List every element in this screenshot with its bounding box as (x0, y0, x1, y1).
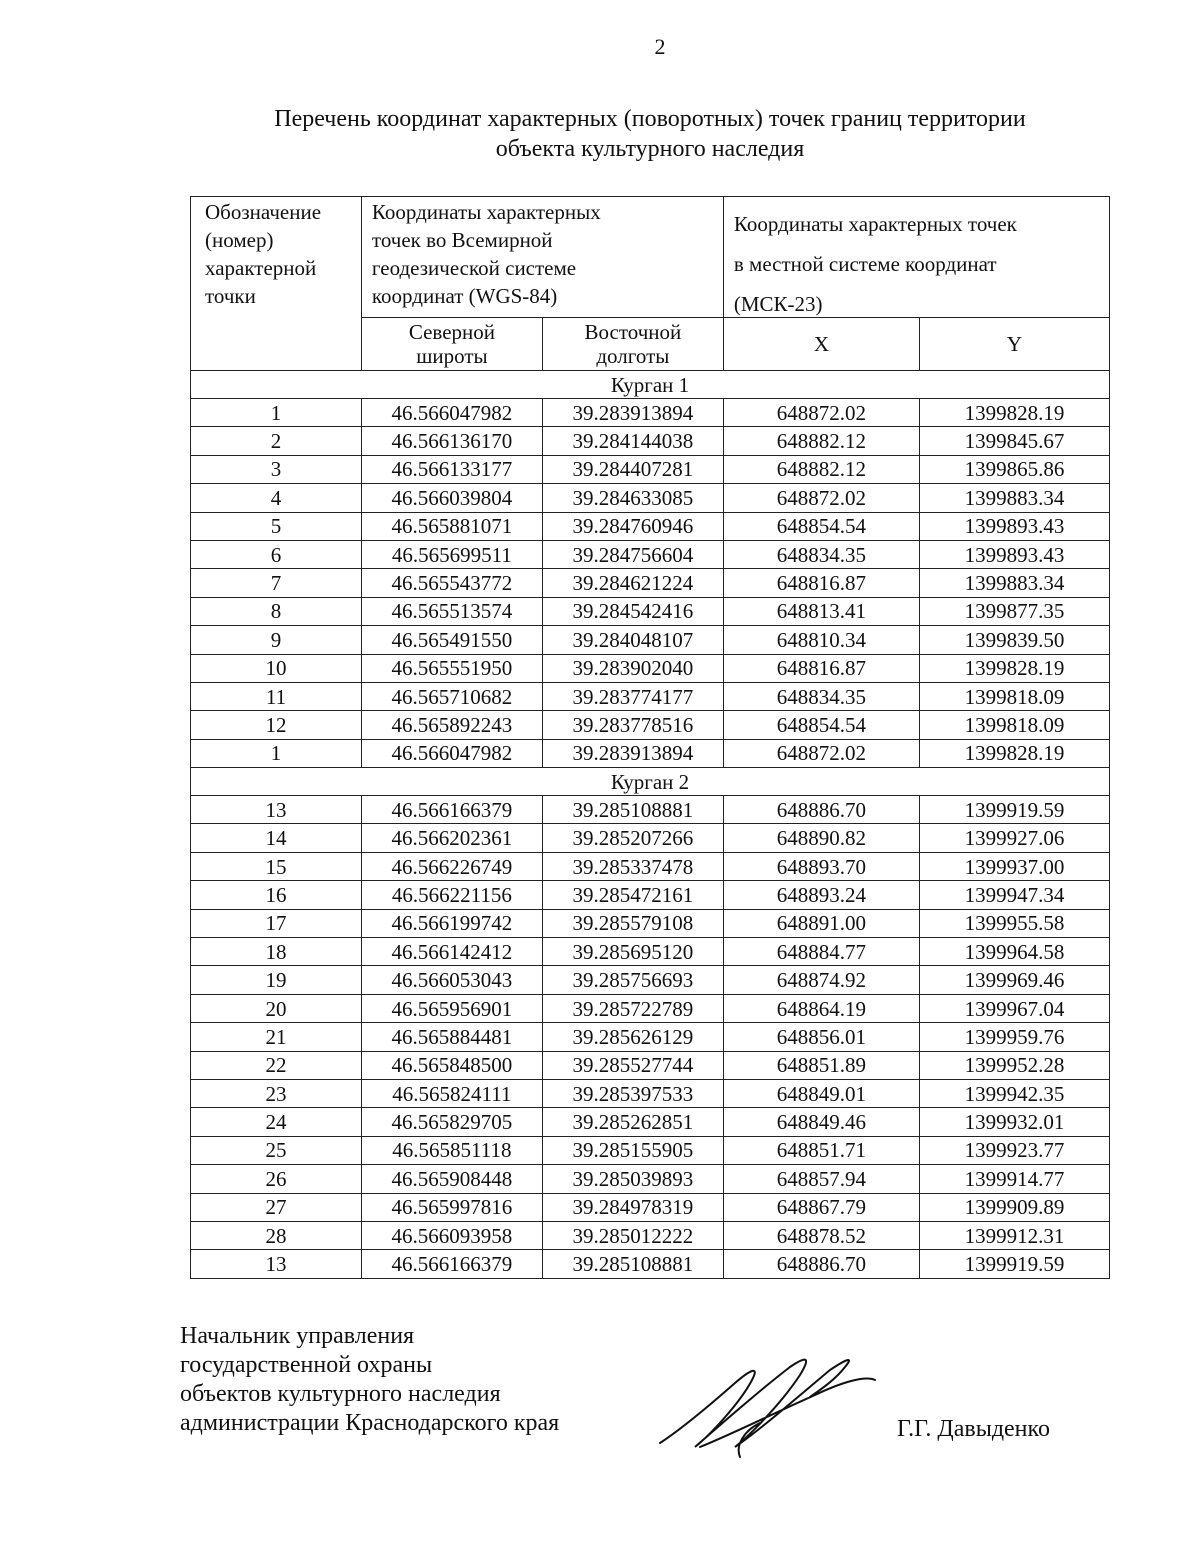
latitude-cell: 46.565908448 (361, 1165, 542, 1193)
point-number-cell: 5 (191, 512, 362, 540)
latitude-cell: 46.565884481 (361, 1023, 542, 1051)
point-number-cell: 8 (191, 597, 362, 625)
signatory-position: Начальник управления государственной охраны объектов культурного наследия администрации Краснодарского края (180, 1323, 560, 1436)
longitude-cell: 39.283774177 (542, 682, 723, 710)
x-cell: 648872.02 (723, 399, 919, 427)
document-title (150, 104, 1150, 164)
y-cell: 1399969.46 (919, 966, 1109, 994)
x-cell: 648893.24 (723, 881, 919, 909)
signer-name: Г.Г. Давыденко (897, 1416, 1050, 1442)
x-cell: 648856.01 (723, 1023, 919, 1051)
x-cell: 648882.12 (723, 455, 919, 483)
latitude-cell: 46.566136170 (361, 427, 542, 455)
title-line-1: Перечень координат характерных (поворотных) точек границ территории (274, 106, 1026, 132)
section-title: Курган 2 (191, 768, 1110, 796)
y-cell: 1399923.77 (919, 1136, 1109, 1164)
table-row (191, 909, 1110, 937)
y-cell: 1399828.19 (919, 399, 1109, 427)
point-number-cell: 16 (191, 881, 362, 909)
x-cell: 648834.35 (723, 682, 919, 710)
x-cell: 648886.70 (723, 796, 919, 824)
longitude-cell: 39.285207266 (542, 824, 723, 852)
section-title: Курган 1 (191, 371, 1110, 399)
latitude-cell: 46.566047982 (361, 399, 542, 427)
longitude-cell: 39.285012222 (542, 1221, 723, 1249)
longitude-cell: 39.284633085 (542, 484, 723, 512)
table-row (191, 597, 1110, 625)
x-cell: 648890.82 (723, 824, 919, 852)
longitude-cell: 39.285108881 (542, 796, 723, 824)
y-cell: 1399883.34 (919, 569, 1109, 597)
latitude-cell: 46.565699511 (361, 540, 542, 568)
table-row (191, 1108, 1110, 1136)
point-number-cell: 3 (191, 455, 362, 483)
y-cell: 1399919.59 (919, 796, 1109, 824)
y-cell: 1399893.43 (919, 540, 1109, 568)
longitude-cell: 39.284407281 (542, 455, 723, 483)
table-row (191, 654, 1110, 682)
point-number-cell: 13 (191, 796, 362, 824)
page-number: 2 (654, 34, 666, 59)
latitude-cell: 46.566142412 (361, 938, 542, 966)
y-cell: 1399952.28 (919, 1051, 1109, 1079)
y-cell: 1399914.77 (919, 1165, 1109, 1193)
x-cell: 648874.92 (723, 966, 919, 994)
point-number-cell: 2 (191, 427, 362, 455)
latitude-cell: 46.565997816 (361, 1193, 542, 1221)
y-cell: 1399927.06 (919, 824, 1109, 852)
point-number-cell: 6 (191, 540, 362, 568)
point-number-cell: 25 (191, 1136, 362, 1164)
longitude-cell: 39.285262851 (542, 1108, 723, 1136)
latitude-cell: 46.566166379 (361, 1250, 542, 1278)
longitude-cell: 39.285527744 (542, 1051, 723, 1079)
point-number-cell: 1 (191, 739, 362, 767)
longitude-cell: 39.285108881 (542, 1250, 723, 1278)
x-cell: 648882.12 (723, 427, 919, 455)
x-cell: 648810.34 (723, 626, 919, 654)
longitude-cell: 39.283902040 (542, 654, 723, 682)
handwritten-signature (640, 1335, 880, 1475)
longitude-cell: 39.285397533 (542, 1079, 723, 1107)
header-latitude: Северной широты (361, 318, 542, 371)
x-cell: 648854.54 (723, 512, 919, 540)
table-row (191, 484, 1110, 512)
y-cell: 1399839.50 (919, 626, 1109, 654)
x-cell: 648854.54 (723, 711, 919, 739)
x-cell: 648857.94 (723, 1165, 919, 1193)
table-row (191, 1079, 1110, 1107)
header-x: X (723, 318, 919, 371)
table-row (191, 824, 1110, 852)
table-row (191, 399, 1110, 427)
point-number-cell: 13 (191, 1250, 362, 1278)
title-line-2: объекта культурного наследия (495, 136, 805, 162)
latitude-cell: 46.565881071 (361, 512, 542, 540)
point-number-cell: 10 (191, 654, 362, 682)
table-row (191, 626, 1110, 654)
header-msk23: Координаты характерных точек в местной системе координат (МСК-23) (723, 197, 1109, 318)
point-number-cell: 18 (191, 938, 362, 966)
x-cell: 648849.46 (723, 1108, 919, 1136)
latitude-cell: 46.566202361 (361, 824, 542, 852)
x-cell: 648872.02 (723, 484, 919, 512)
coordinates-table (190, 196, 1110, 1279)
table-row (191, 1165, 1110, 1193)
longitude-cell: 39.285155905 (542, 1136, 723, 1164)
y-cell: 1399909.89 (919, 1193, 1109, 1221)
section-row (191, 768, 1110, 796)
latitude-cell: 46.565551950 (361, 654, 542, 682)
longitude-cell: 39.285756693 (542, 966, 723, 994)
longitude-cell: 39.285472161 (542, 881, 723, 909)
latitude-cell: 46.566133177 (361, 455, 542, 483)
y-cell: 1399865.86 (919, 455, 1109, 483)
longitude-cell: 39.285626129 (542, 1023, 723, 1051)
point-number-cell: 17 (191, 909, 362, 937)
x-cell: 648851.89 (723, 1051, 919, 1079)
y-cell: 1399942.35 (919, 1079, 1109, 1107)
x-cell: 648886.70 (723, 1250, 919, 1278)
longitude-cell: 39.283778516 (542, 711, 723, 739)
x-cell: 648891.00 (723, 909, 919, 937)
point-number-cell: 24 (191, 1108, 362, 1136)
longitude-cell: 39.284542416 (542, 597, 723, 625)
longitude-cell: 39.284756604 (542, 540, 723, 568)
y-cell: 1399955.58 (919, 909, 1109, 937)
table-row (191, 1023, 1110, 1051)
longitude-cell: 39.283913894 (542, 399, 723, 427)
x-cell: 648864.19 (723, 994, 919, 1022)
table-row (191, 1136, 1110, 1164)
point-number-cell: 27 (191, 1193, 362, 1221)
y-cell: 1399883.34 (919, 484, 1109, 512)
latitude-cell: 46.565710682 (361, 682, 542, 710)
table-row (191, 852, 1110, 880)
point-number-cell: 12 (191, 711, 362, 739)
table-row (191, 796, 1110, 824)
latitude-cell: 46.566221156 (361, 881, 542, 909)
x-cell: 648816.87 (723, 569, 919, 597)
latitude-cell: 46.565851118 (361, 1136, 542, 1164)
table-row (191, 881, 1110, 909)
x-cell: 648893.70 (723, 852, 919, 880)
latitude-cell: 46.566226749 (361, 852, 542, 880)
longitude-cell: 39.285695120 (542, 938, 723, 966)
y-cell: 1399818.09 (919, 682, 1109, 710)
table-row (191, 938, 1110, 966)
longitude-cell: 39.284144038 (542, 427, 723, 455)
y-cell: 1399893.43 (919, 512, 1109, 540)
section-row (191, 371, 1110, 399)
latitude-cell: 46.566053043 (361, 966, 542, 994)
table-row (191, 682, 1110, 710)
table-row (191, 512, 1110, 540)
table-row (191, 739, 1110, 767)
longitude-cell: 39.284978319 (542, 1193, 723, 1221)
header-y: Y (919, 318, 1109, 371)
x-cell: 648867.79 (723, 1193, 919, 1221)
latitude-cell: 46.565829705 (361, 1108, 542, 1136)
longitude-cell: 39.284621224 (542, 569, 723, 597)
y-cell: 1399959.76 (919, 1023, 1109, 1051)
point-number-cell: 15 (191, 852, 362, 880)
x-cell: 648851.71 (723, 1136, 919, 1164)
point-number-cell: 21 (191, 1023, 362, 1051)
latitude-cell: 46.566166379 (361, 796, 542, 824)
y-cell: 1399877.35 (919, 597, 1109, 625)
x-cell: 648849.01 (723, 1079, 919, 1107)
point-number-cell: 28 (191, 1221, 362, 1249)
longitude-cell: 39.285722789 (542, 994, 723, 1022)
point-number-cell: 23 (191, 1079, 362, 1107)
y-cell: 1399947.34 (919, 881, 1109, 909)
point-number-cell: 1 (191, 399, 362, 427)
point-number-cell: 22 (191, 1051, 362, 1079)
table-row (191, 455, 1110, 483)
latitude-cell: 46.565491550 (361, 626, 542, 654)
table-row (191, 1221, 1110, 1249)
point-number-cell: 4 (191, 484, 362, 512)
y-cell: 1399919.59 (919, 1250, 1109, 1278)
table-row (191, 1193, 1110, 1221)
table-row (191, 1250, 1110, 1278)
x-cell: 648813.41 (723, 597, 919, 625)
table-row (191, 427, 1110, 455)
y-cell: 1399845.67 (919, 427, 1109, 455)
point-number-cell: 7 (191, 569, 362, 597)
table-row (191, 540, 1110, 568)
table-row (191, 966, 1110, 994)
latitude-cell: 46.566093958 (361, 1221, 542, 1249)
point-number-cell: 9 (191, 626, 362, 654)
header-point-designation: Обозначение (номер) характерной точки (191, 197, 362, 371)
latitude-cell: 46.565543772 (361, 569, 542, 597)
y-cell: 1399937.00 (919, 852, 1109, 880)
table-row (191, 569, 1110, 597)
x-cell: 648816.87 (723, 654, 919, 682)
point-number-cell: 11 (191, 682, 362, 710)
longitude-cell: 39.285579108 (542, 909, 723, 937)
x-cell: 648884.77 (723, 938, 919, 966)
latitude-cell: 46.566199742 (361, 909, 542, 937)
y-cell: 1399967.04 (919, 994, 1109, 1022)
latitude-cell: 46.566047982 (361, 739, 542, 767)
longitude-cell: 39.283913894 (542, 739, 723, 767)
longitude-cell: 39.284760946 (542, 512, 723, 540)
y-cell: 1399828.19 (919, 654, 1109, 682)
x-cell: 648834.35 (723, 540, 919, 568)
header-wgs84: Координаты характерных точек во Всемирной геодезической системе координат (WGS-84) (361, 197, 723, 318)
point-number-cell: 19 (191, 966, 362, 994)
y-cell: 1399828.19 (919, 739, 1109, 767)
y-cell: 1399932.01 (919, 1108, 1109, 1136)
y-cell: 1399912.31 (919, 1221, 1109, 1249)
point-number-cell: 20 (191, 994, 362, 1022)
point-number-cell: 14 (191, 824, 362, 852)
header-longitude: Восточной долготы (542, 318, 723, 371)
latitude-cell: 46.565956901 (361, 994, 542, 1022)
x-cell: 648872.02 (723, 739, 919, 767)
y-cell: 1399964.58 (919, 938, 1109, 966)
x-cell: 648878.52 (723, 1221, 919, 1249)
latitude-cell: 46.565848500 (361, 1051, 542, 1079)
table-row (191, 711, 1110, 739)
latitude-cell: 46.565892243 (361, 711, 542, 739)
longitude-cell: 39.285337478 (542, 852, 723, 880)
table-row (191, 1051, 1110, 1079)
longitude-cell: 39.285039893 (542, 1165, 723, 1193)
longitude-cell: 39.284048107 (542, 626, 723, 654)
point-number-cell: 26 (191, 1165, 362, 1193)
latitude-cell: 46.565824111 (361, 1079, 542, 1107)
latitude-cell: 46.566039804 (361, 484, 542, 512)
table-row (191, 994, 1110, 1022)
y-cell: 1399818.09 (919, 711, 1109, 739)
table-body (191, 371, 1110, 1279)
latitude-cell: 46.565513574 (361, 597, 542, 625)
